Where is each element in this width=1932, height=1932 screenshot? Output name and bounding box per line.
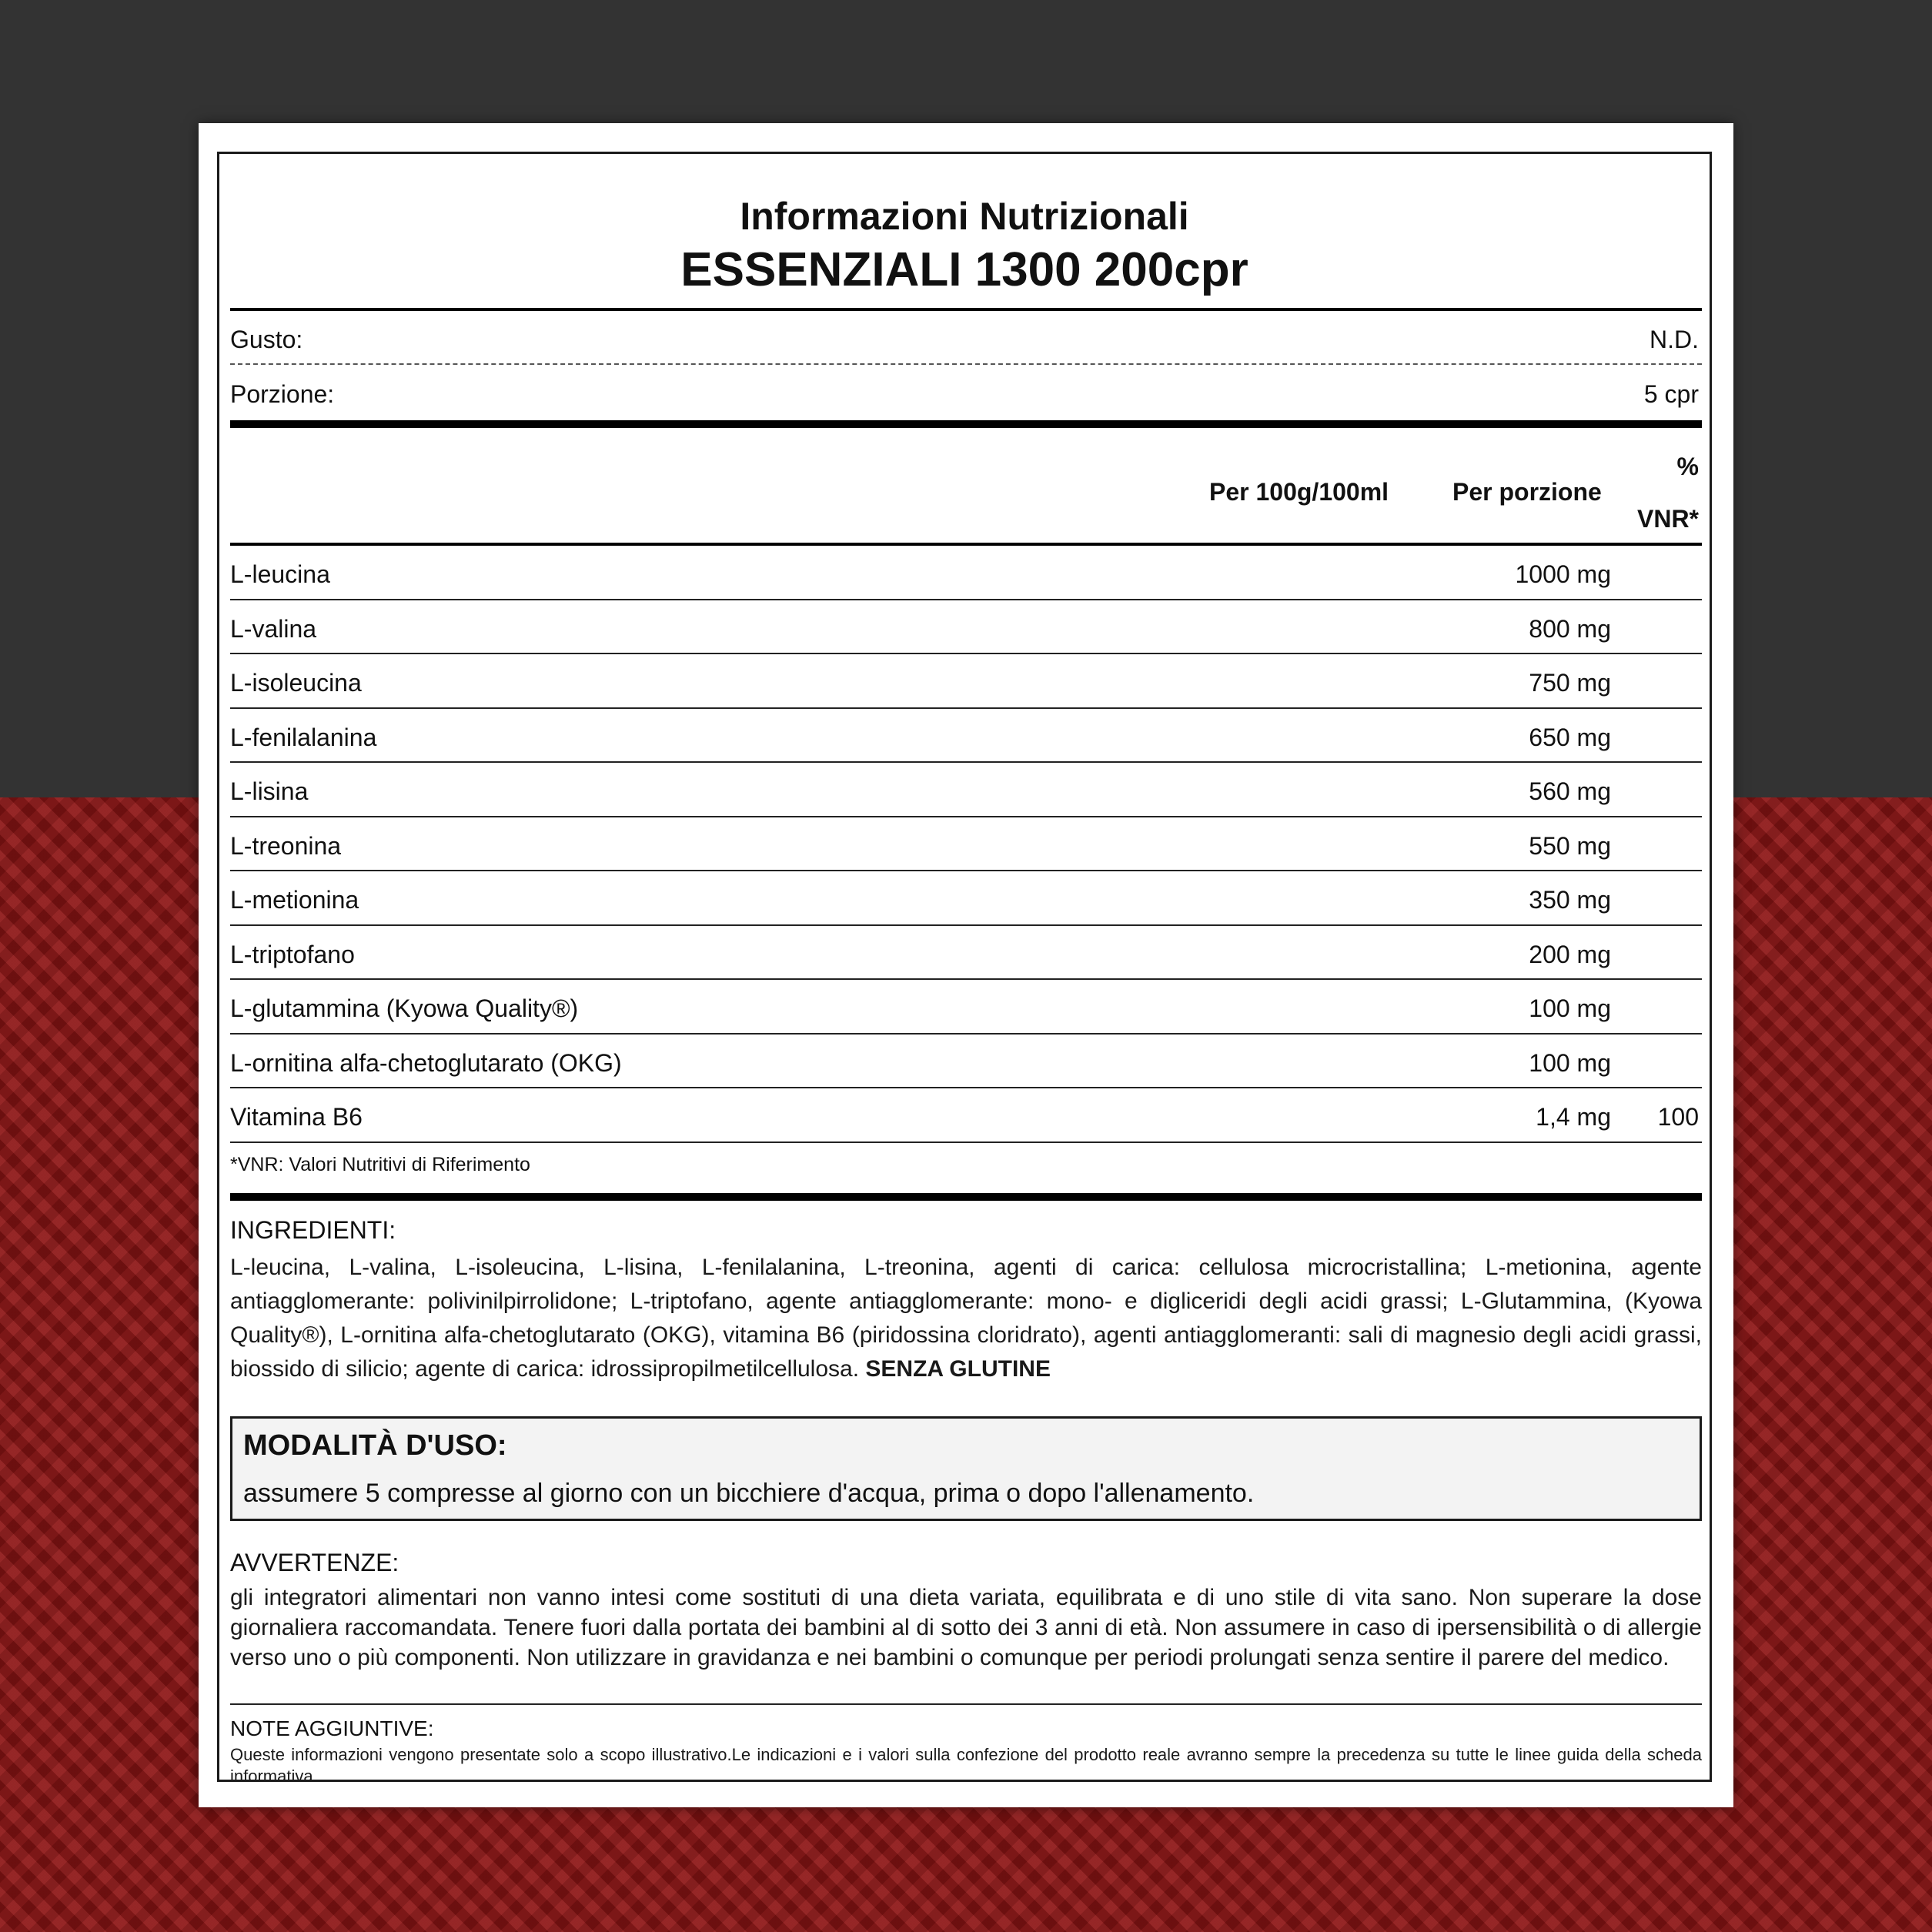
nutrient-portion: 200 mg <box>1529 941 1611 968</box>
nutrient-name: L-metionina <box>230 886 359 914</box>
nutrient-name: L-glutammina (Kyowa Quality®) <box>230 994 579 1022</box>
gluten-free-claim: SENZA GLUTINE <box>865 1356 1051 1382</box>
row-divider <box>230 1033 1702 1035</box>
divider-top <box>230 308 1702 311</box>
ingredients-title: INGREDIENTI: <box>230 1216 396 1244</box>
row-divider <box>230 816 1702 817</box>
warnings-text: gli integratori alimentari non vanno intesi come sostituti di una dieta variata, equilibrata e di uno stile di vita sano. Non superare la dose giornaliera raccomandata. Tenere fuori dalla portata dei bambini al di sotto dei 3 anni di età. Non assumere in caso di ipersensibilità o di allergie verso uno o più componenti. Non utilizzare in gravidanza e nei bambini o comunque per periodi prolungati senza sentire il parere del medico. <box>230 1585 1702 1670</box>
row-divider <box>230 1087 1702 1088</box>
row-divider <box>230 707 1702 709</box>
nutrient-name: L-treonina <box>230 832 342 860</box>
divider-notes <box>230 1703 1702 1705</box>
nutrient-name: L-lisina <box>230 777 309 805</box>
label-title: Informazioni Nutrizionali <box>740 195 1189 238</box>
usage-text: assumere 5 compresse al giorno con un bicchiere d'acqua, prima o dopo l'allenamento. <box>243 1479 1255 1508</box>
usage-box <box>230 1416 1702 1521</box>
nutrient-portion: 350 mg <box>1529 886 1611 914</box>
row-divider <box>230 761 1702 763</box>
nutrient-portion: 560 mg <box>1529 777 1611 805</box>
row-divider <box>230 870 1702 871</box>
divider-thick <box>230 1193 1702 1201</box>
row-divider <box>230 1141 1702 1143</box>
warnings-title: AVVERTENZE: <box>230 1549 399 1576</box>
row-divider <box>230 978 1702 980</box>
info-value-flavor: N.D. <box>1650 326 1699 353</box>
nutrient-name: L-leucina <box>230 560 330 588</box>
info-label-serving: Porzione: <box>230 380 335 408</box>
nutrient-portion: 1000 mg <box>1515 560 1611 588</box>
column-header-portion: Per porzione <box>1452 478 1602 506</box>
nutrient-name: L-fenilalanina <box>230 724 377 751</box>
notes-title: NOTE AGGIUNTIVE: <box>230 1716 434 1740</box>
nutrition-label-frame <box>217 152 1712 1786</box>
nutrient-name: L-valina <box>230 615 317 643</box>
info-label-flavor: Gusto: <box>230 326 303 353</box>
usage-title: MODALITÀ D'USO: <box>243 1429 507 1462</box>
nutrient-portion: 650 mg <box>1529 724 1611 751</box>
row-divider <box>230 653 1702 654</box>
vnr-footnote: *VNR: Valori Nutritivi di Riferimento <box>230 1154 530 1175</box>
nutrient-name: Vitamina B6 <box>230 1103 363 1131</box>
nutrition-label-card <box>199 123 1733 1807</box>
nutrient-portion: 100 mg <box>1529 1049 1611 1077</box>
column-header-vnr: VNR* <box>1636 505 1699 533</box>
row-divider <box>230 599 1702 600</box>
nutrient-portion: 100 mg <box>1529 994 1611 1022</box>
column-header-per100: Per 100g/100ml <box>1209 478 1389 506</box>
divider-header <box>230 543 1702 546</box>
nutrient-portion: 550 mg <box>1529 832 1611 860</box>
notes-text: Queste informazioni vengono presentate solo a scopo illustrativo.Le indicazioni e i valori sulla confezione del prodotto reale avranno sempre la precedenza su tutte le linee guida della scheda informativa. <box>230 1745 1702 1786</box>
nutrient-portion: 800 mg <box>1529 615 1611 643</box>
product-name: ESSENZIALI 1300 200cpr <box>680 243 1248 296</box>
nutrient-portion: 1,4 mg <box>1536 1103 1611 1131</box>
nutrient-name: L-ornitina alfa-chetoglutarato (OKG) <box>230 1049 622 1077</box>
ingredients-text <box>230 1251 1702 1386</box>
ingredients-body: L-leucina, L-valina, L-isoleucina, L-lisina, L-fenilalanina, L-treonina, agenti di carica: cellulosa microcristallina; L-metionina, agente antiagglomerante: polivinilpirrolidone; L-triptofano, agente antiagglomerante: mono- e digliceridi degli acidi grassi; L-Glutammina, (Kyowa Quality®), L-ornitina alfa-chetoglutarato (OKG), vitamina B6 (piridossina cloridrato), agenti antiagglomeranti: sali di magnesio degli acidi grassi, biossido di silicio; agente di carica: idrossipropilmetilcellulosa. <box>230 1255 1702 1382</box>
column-header-vnr-percent: % <box>1676 453 1699 480</box>
nutrient-name: L-triptofano <box>230 941 355 968</box>
nutrient-name: L-isoleucina <box>230 669 362 697</box>
divider-dashed <box>230 363 1702 365</box>
nutrient-portion: 750 mg <box>1529 669 1611 697</box>
row-divider <box>230 924 1702 926</box>
divider-thick <box>230 420 1702 428</box>
info-value-serving: 5 cpr <box>1643 380 1699 408</box>
nutrient-vnr: 100 <box>1657 1103 1699 1131</box>
